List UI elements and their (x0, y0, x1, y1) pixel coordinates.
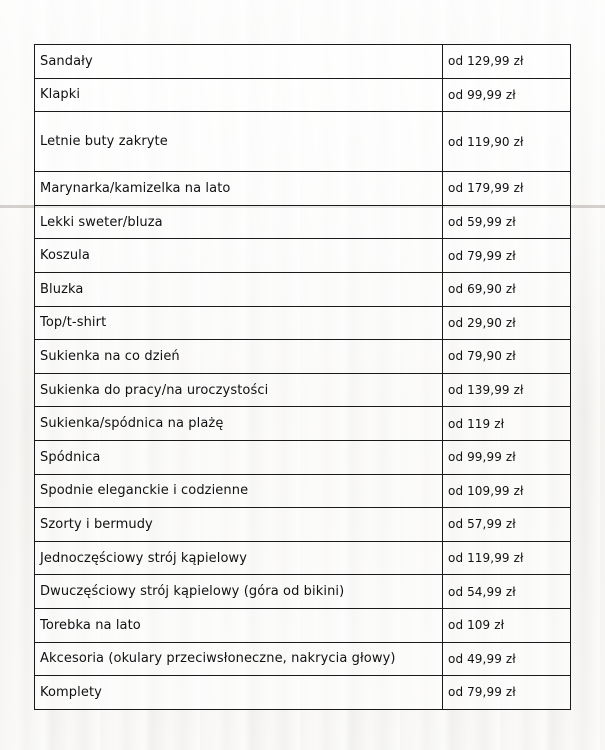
table-row (35, 642, 571, 676)
item-name: Sandały (35, 45, 443, 79)
item-price: od 109,99 zł (443, 474, 571, 508)
table-row (35, 508, 571, 542)
table-row (35, 112, 571, 172)
item-name: Letnie buty zakryte (35, 112, 443, 172)
item-price: od 49,99 zł (443, 642, 571, 676)
item-name: Top/t-shirt (35, 306, 443, 340)
item-price: od 99,99 zł (443, 78, 571, 112)
item-name: Marynarka/kamizelka na lato (35, 172, 443, 206)
item-price: od 139,99 zł (443, 373, 571, 407)
table-row (35, 676, 571, 710)
table-row (35, 205, 571, 239)
item-price: od 179,99 zł (443, 172, 571, 206)
item-price: od 79,99 zł (443, 239, 571, 273)
table-row (35, 78, 571, 112)
item-name: Komplety (35, 676, 443, 710)
item-name: Koszula (35, 239, 443, 273)
item-name: Sukienka/spódnica na plażę (35, 407, 443, 441)
table-row (35, 373, 571, 407)
item-name: Sukienka na co dzień (35, 340, 443, 374)
table-row (35, 306, 571, 340)
item-price: od 54,99 zł (443, 575, 571, 609)
item-price: od 69,90 zł (443, 272, 571, 306)
table-row (35, 474, 571, 508)
table-row (35, 172, 571, 206)
table-row (35, 541, 571, 575)
item-price: od 79,99 zł (443, 676, 571, 710)
price-table (34, 44, 571, 710)
table-row (35, 608, 571, 642)
table-row (35, 272, 571, 306)
item-name: Szorty i bermudy (35, 508, 443, 542)
table-row (35, 575, 571, 609)
item-name: Klapki (35, 78, 443, 112)
item-price: od 109 zł (443, 608, 571, 642)
table-row (35, 340, 571, 374)
item-name: Bluzka (35, 272, 443, 306)
table-row (35, 440, 571, 474)
item-price: od 99,99 zł (443, 440, 571, 474)
item-price: od 59,99 zł (443, 205, 571, 239)
item-price: od 57,99 zł (443, 508, 571, 542)
item-price: od 79,90 zł (443, 340, 571, 374)
item-price: od 119 zł (443, 407, 571, 441)
item-price: od 119,99 zł (443, 541, 571, 575)
item-name: Spódnica (35, 440, 443, 474)
item-name: Sukienka do pracy/na uroczystości (35, 373, 443, 407)
item-name: Jednoczęściowy strój kąpielowy (35, 541, 443, 575)
item-price: od 129,99 zł (443, 45, 571, 79)
table-row (35, 239, 571, 273)
item-name: Akcesoria (okulary przeciwsłoneczne, nakrycia głowy) (35, 642, 443, 676)
item-price: od 29,90 zł (443, 306, 571, 340)
table-row (35, 45, 571, 79)
item-name: Spodnie eleganckie i codzienne (35, 474, 443, 508)
item-name: Dwuczęściowy strój kąpielowy (góra od bikini) (35, 575, 443, 609)
item-name: Torebka na lato (35, 608, 443, 642)
item-name: Lekki sweter/bluza (35, 205, 443, 239)
table-row (35, 407, 571, 441)
item-price: od 119,90 zł (443, 112, 571, 172)
